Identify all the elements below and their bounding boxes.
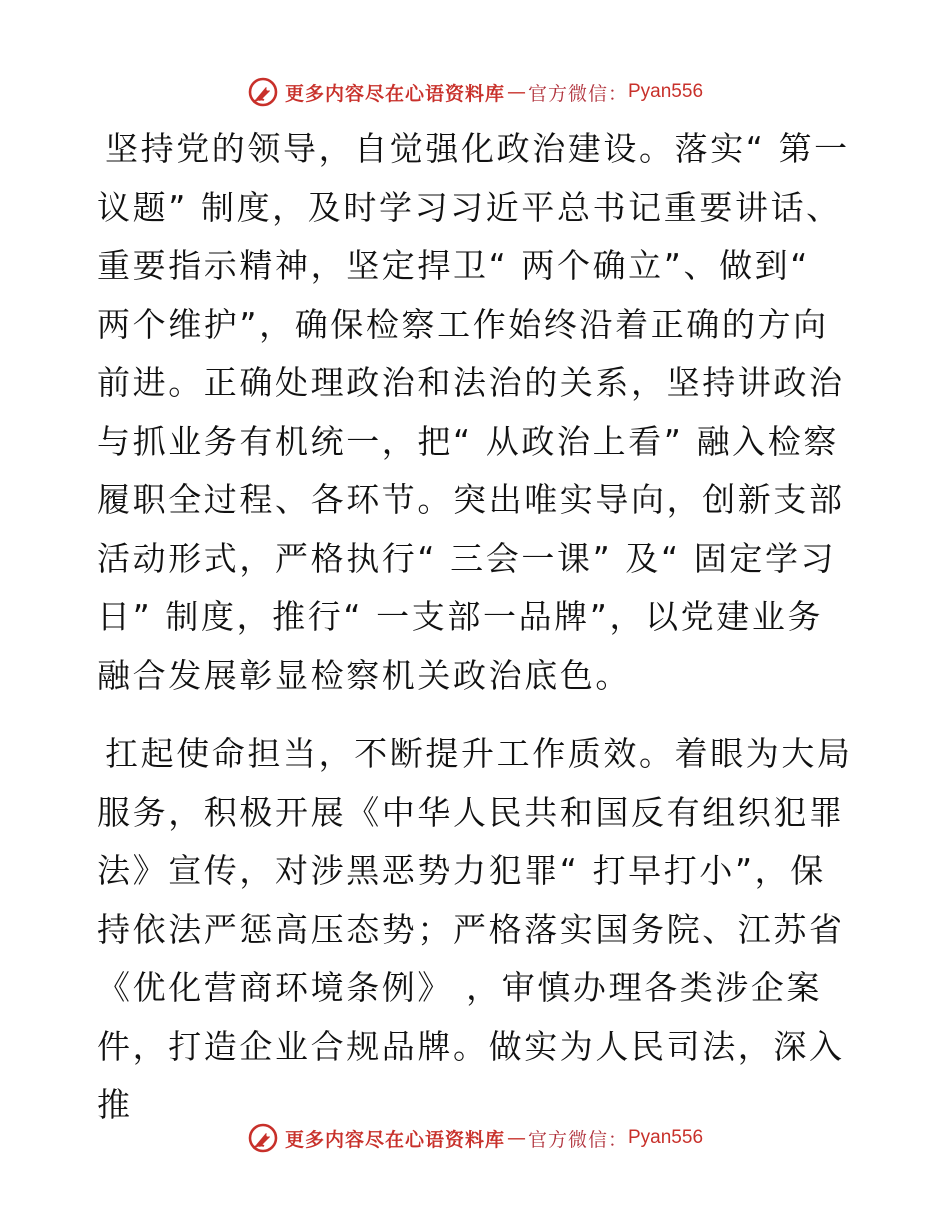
banner-wechat-id: Pyan556 xyxy=(628,81,704,102)
header-banner xyxy=(0,72,950,112)
pen-nib-logo-icon xyxy=(247,1122,279,1154)
footer-wechat-id: Pyan556 xyxy=(628,1127,704,1148)
body-paragraph-2: 扛起使命担当，不断提升工作质效。着眼为大局服务，积极开展《中华人民共和国反有组织犯罪法》宣传，对涉黑恶势力犯罪“ 打早打小”，保持依法严惩高压态势；严格落实国务院、江苏省《优化营商环境条例》 ，审慎办理各类涉企案件，打造企业合规品牌。做实为人民司法，深入推 xyxy=(97,734,853,1124)
banner-brand-text: 更多内容尽在心语资料库 xyxy=(284,82,505,105)
banner-wechat-label: 官方微信： xyxy=(527,82,628,105)
footer-wechat-label: 官方微信： xyxy=(527,1128,628,1151)
footer-brand-text: 更多内容尽在心语资料库 xyxy=(284,1128,505,1151)
footer-separator: — xyxy=(506,1127,526,1149)
document-body xyxy=(97,120,857,1135)
body-paragraph-1: 坚持党的领导，自觉强化政治建设。落实“ 第一议题” 制度，及时学习习近平总书记重要讲话、重要指示精神，坚定捍卫“ 两个确立”、做到“ 两个维护”，确保检察工作始终沿着正确的方向前进。正确处理政治和法治的关系，坚持讲政治与抓业务有机统一，把“ 从政治上看” 融入检察履职全过程、各环节。突出唯实导向，创新支部活动形式，严格执行“ 三会一课” 及“ 固定学习日” 制度，推行“ 一支部一品牌”，以党建业务融合发展彰显检察机关政治底色。 xyxy=(97,129,850,695)
pen-nib-logo-icon xyxy=(247,76,279,108)
banner-separator: — xyxy=(506,81,526,103)
footer-banner xyxy=(0,1118,950,1158)
